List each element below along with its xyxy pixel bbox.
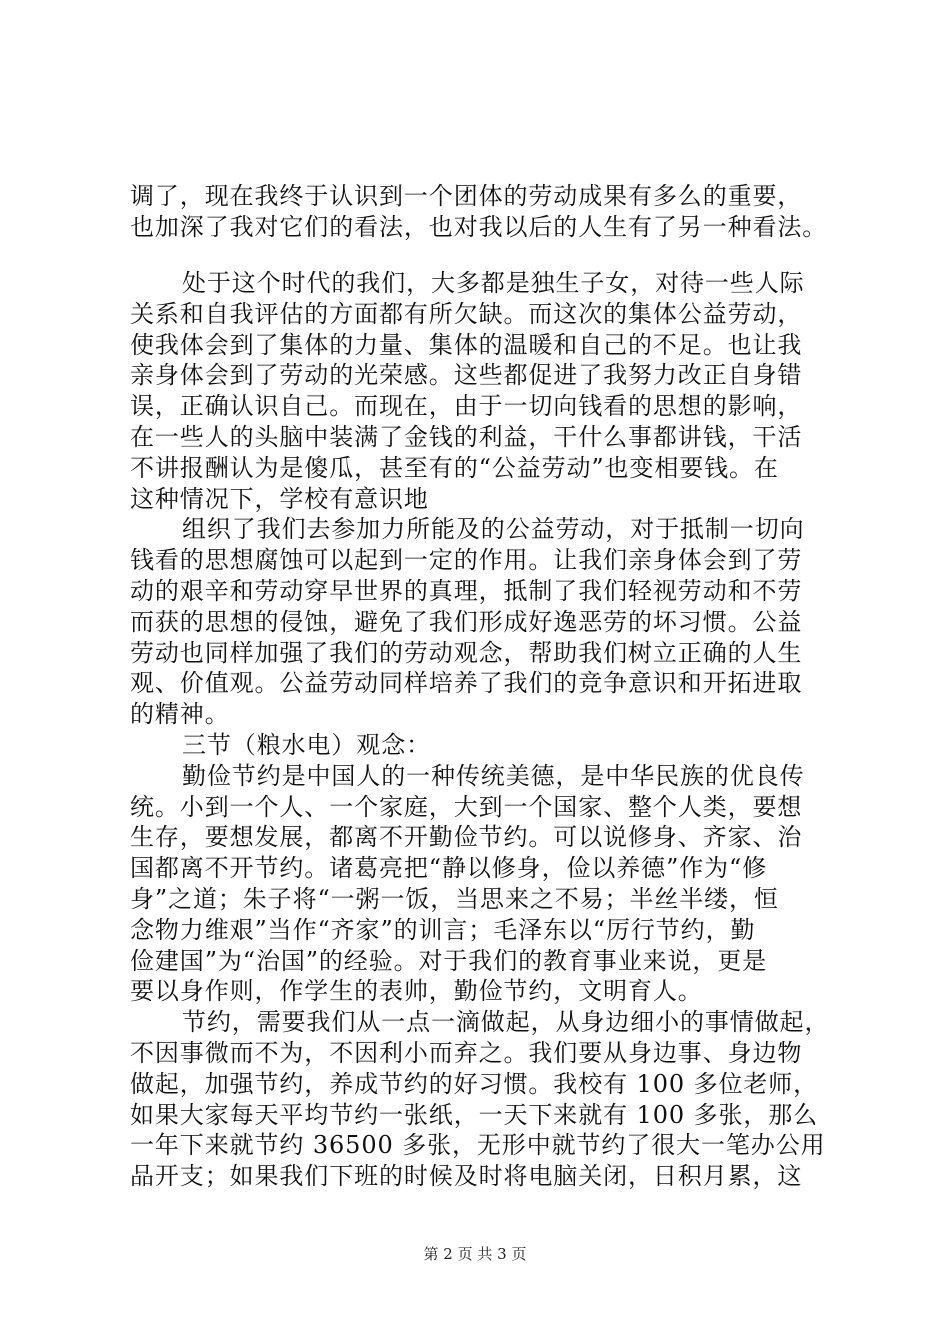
page-footer: 第 2 页 共 3 页 — [423, 1245, 527, 1263]
text-line: 亲身体会到了劳动的光荣感。这些都促进了我努力改正自身错 — [130, 361, 803, 390]
text-line: 国都离不开节约。诸葛亮把“静以修身，俭以养德”作为“修 — [130, 854, 768, 883]
section-heading: 三节（粮水电）观念： — [182, 730, 431, 759]
text-line: 处于这个时代的我们，大多都是独生子女，对待一些人际 — [182, 269, 805, 297]
text-line: 劳动也同样加强了我们的劳动观念，帮助我们树立正确的人生 — [130, 638, 803, 667]
text-line: 也加深了我对它们的看法，也对我以后的人生有了另一种看法。 — [130, 212, 828, 241]
text-line: 不讲报酬认为是傻瓜，甚至有的“公益劳动”也变相要钱。在 — [130, 453, 779, 482]
text-line: 做起，加强节约，养成节约的好习惯。我校有 100 多位老师， — [130, 1069, 819, 1098]
text-line: 一年下来就节约 36500 多张，无形中就节约了很大一笔办公用 — [130, 1131, 826, 1160]
text-line: 念物力维艰”当作“齐家”的训言；毛泽东以“厉行节约，勤 — [130, 915, 756, 944]
text-line: 关系和自我评估的方面都有所欠缺。而这次的集体公益劳动， — [130, 299, 803, 328]
text-line: 这种情况下，学校有意识地 — [130, 484, 429, 513]
text-line: 使我体会到了集体的力量、集体的温暖和自己的不足。也让我 — [130, 330, 803, 359]
text-line: 而获的思想的侵蚀，避免了我们形成好逸恶劳的坏习惯。公益 — [130, 607, 803, 636]
text-line: 在一些人的头脑中装满了金钱的利益，干什么事都讲钱，干活 — [130, 422, 803, 451]
text-line: 不因事微而不为，不因利小而弃之。我们要从身边事、身边物 — [130, 1038, 803, 1067]
body-text — [130, 268, 832, 1192]
text-line: 的精神。 — [130, 700, 230, 729]
text-line: 品开支；如果我们下班的时候及时将电脑关闭，日积月累，这 — [130, 1162, 803, 1191]
text-line: 误，正确认识自己。而现在，由于一切向钱看的思想的影响， — [130, 392, 803, 421]
text-line: 观、价值观。公益劳动同样培养了我们的竞争意识和开拓进取 — [130, 669, 803, 698]
text-line: 节约，需要我们从一点一滴做起，从身边细小的事情做起， — [182, 1008, 830, 1037]
text-line: 生存，要想发展，都离不开勤俭节约。可以说修身、齐家、治 — [130, 823, 803, 852]
text-line: 调了，现在我终于认识到一个团体的劳动成果有多么的重要， — [130, 182, 803, 210]
paragraph-continuation — [130, 181, 832, 243]
text-line: 钱看的思想腐蚀可以起到一定的作用。让我们亲身体会到了劳 — [130, 546, 803, 575]
text-line: 要以身作则，作学生的表帅，勤俭节约，文明育人。 — [130, 977, 703, 1006]
text-line: 如果大家每天平均节约一张纸，一天下来就有 100 多张，那么 — [130, 1100, 819, 1129]
text-line: 组织了我们去参加力所能及的公益劳动，对于抵制一切向 — [182, 515, 805, 544]
text-line: 动的艰辛和劳动穿早世界的真理，抵制了我们轻视劳动和不劳 — [130, 576, 803, 605]
text-line: 勤俭节约是中国人的一种传统美德，是中华民族的优良传 — [182, 761, 805, 790]
text-line: 俭建国”为“治国”的经验。对于我们的教育事业来说，更是 — [130, 946, 768, 975]
text-line: 统。小到一个人、一个家庭，大到一个国家、整个人类，要想 — [130, 792, 803, 821]
text-line: 身”之道；朱子将“一粥一饭，当思来之不易；半丝半缕，恒 — [130, 884, 779, 913]
